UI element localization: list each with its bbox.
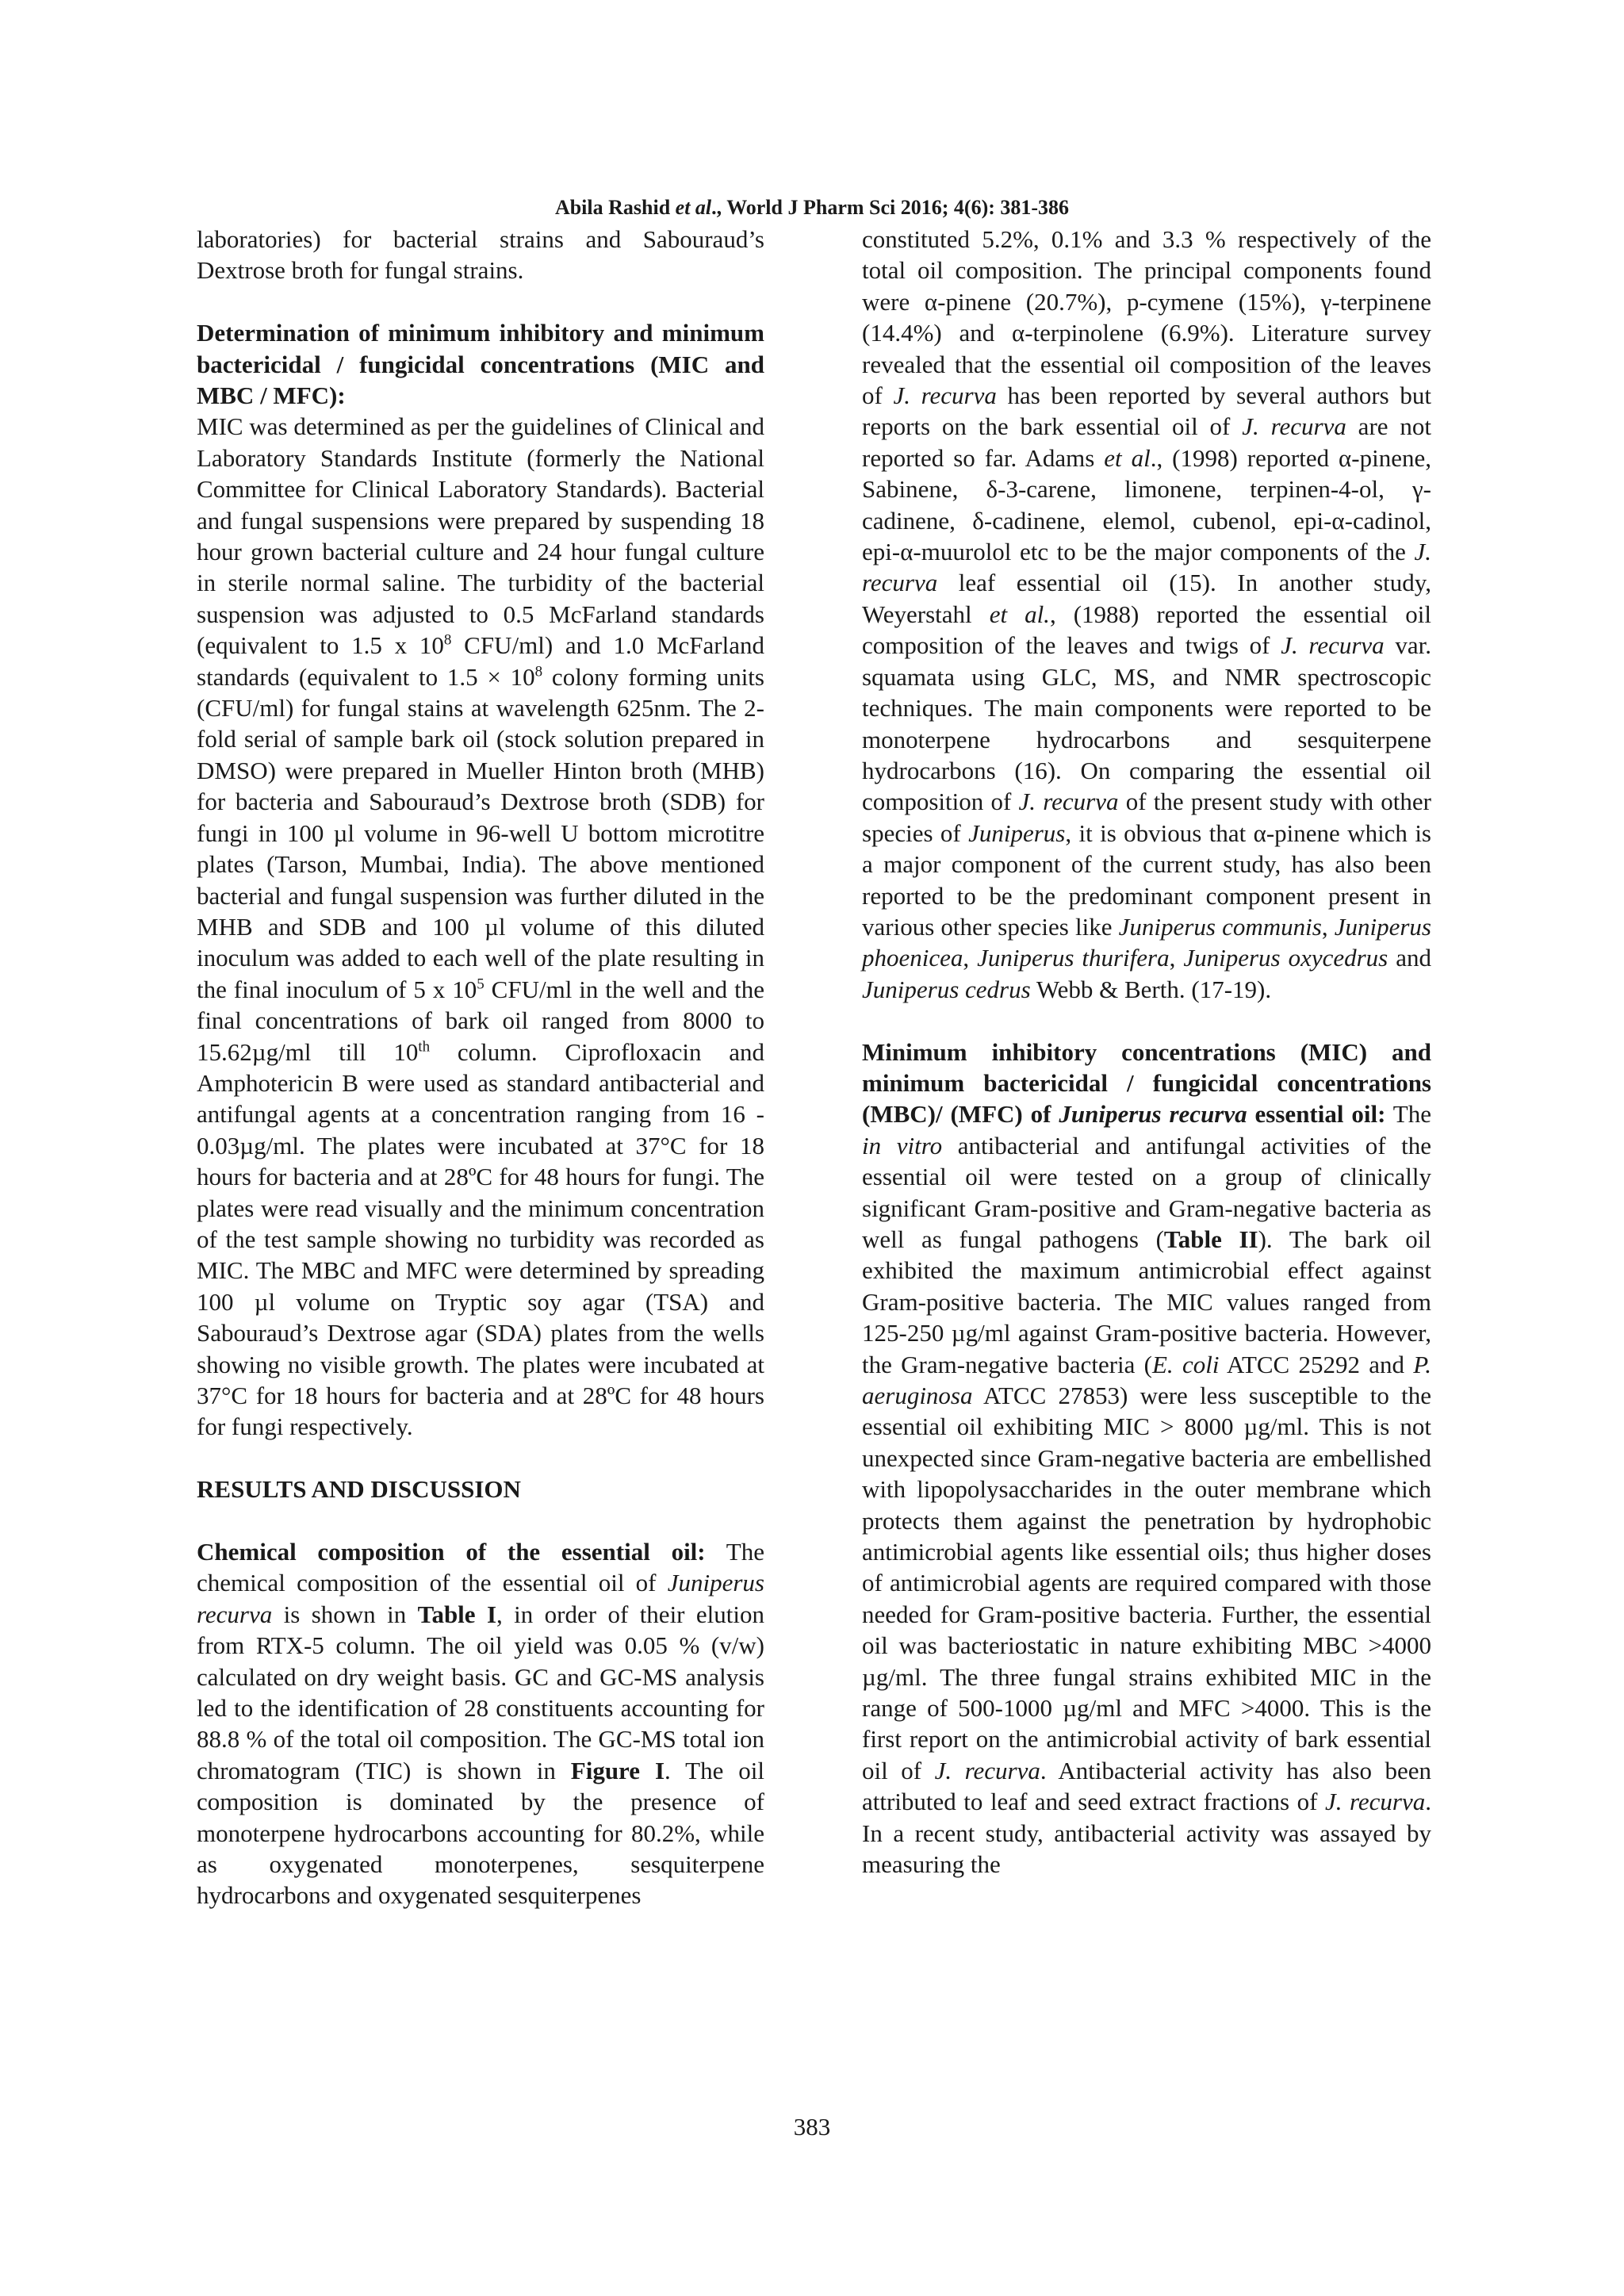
species-name: J. recurva — [862, 538, 1431, 597]
text-run: The — [1385, 1100, 1431, 1129]
species-name: J. recurva — [1242, 412, 1346, 441]
text-run: var. squamata using GLC, MS, and NMR spectroscopic techniques. The main components were reported to be monoterpene hydrocarbons and sesquiterpene hydrocarbons (16). On comparing the essential oil composition of — [862, 631, 1432, 816]
chemical-composition-heading: Chemical composition of the essential oil: — [197, 1538, 706, 1566]
text-run: The chemical composition of the essential oil of — [197, 1538, 764, 1597]
running-header — [0, 195, 1624, 220]
header-citation: ., World J Pharm Sci 2016; 4(6): 381-386 — [711, 196, 1070, 219]
composition-paragraph — [862, 224, 1431, 1005]
text-run: ATCC 27853) were less susceptible to the essential oil exhibiting MIC > 8000 µg/ml. This is not unexpected since Gram-negative bacteria are embellished with lipopolysaccharides in the outer membrane which protects them against the penetration by hydrophobic antimicrobial agents like essential oils; thus higher doses of antimicrobial agents are required compared with those needed for Gram-positive bacteria. Further, the essential oil was bacteriostatic in nature exhibiting MBC >4000 µg/ml. The three fungal strains exhibited MIC in the range of 500-1000 µg/ml and MFC >4000. This is the first report on the antimicrobial activity of bark essential oil of — [862, 1382, 1431, 1784]
mic-method-heading: Determination of minimum inhibitory and minimum bactericidal / fungicidal concentrations (MIC and MBC / MFC): — [197, 319, 764, 410]
text-run: colony forming units (CFU/ml) for fungal stains at wavelength 625nm. The 2-fold serial of sample bark oil (stock solution prepared in DMSO) were prepared in Mueller Hinton broth (MHB) for bacteria and Sabouraud’s Dextrose broth (SDB) for fungi in 100 µl volume in 96-well U bottom microtitre plates (Tarson, Mumbai, India). The above mentioned bacterial and fungal suspension was further diluted in the MHB and SDB and 100 µl volume of this diluted inoculum was added to each well of the plate resulting in the final inoculum of 5 x 10 — [197, 662, 764, 1003]
species-name: Juniperus cedrus — [862, 975, 1031, 1003]
paragraph-continuation: laboratories) for bacterial strains and Sabouraud’s Dextrose broth for fungal strains. — [197, 225, 764, 285]
header-et-al: et al — [675, 196, 712, 219]
mic-results-paragraph — [862, 1037, 1431, 1880]
text-run: ). The bark oil exhibited the maximum antimicrobial effect against Gram-positive bacteria. The MIC values ranged from 125-250 µg/ml against Gram-positive bacteria. However, the Gram-negative bacteria ( — [862, 1225, 1431, 1378]
table-reference: Table I — [417, 1600, 497, 1628]
text-run: of the present study with other species of — [862, 788, 1431, 847]
table-reference: Table II — [1163, 1225, 1258, 1253]
text-run: , (1988) reported the essential oil composition of the leaves and twigs of — [862, 600, 1431, 660]
mic-method-paragraph — [197, 317, 764, 1443]
superscript: th — [418, 1038, 431, 1056]
in-vitro-term: in vitro — [862, 1131, 943, 1159]
text-run: CFU/ml in the well and the final concentrations of bark oil ranged from 8000 to 15.62µg/ml till 10 — [197, 975, 764, 1066]
superscript: 8 — [443, 631, 452, 649]
mic-results-heading — [862, 1038, 1431, 1129]
text-run: is shown in — [272, 1600, 418, 1628]
species-name: Juniperus oxycedrus — [1183, 944, 1388, 972]
header-author: Abila Rashid — [554, 196, 671, 219]
results-heading: RESULTS AND DISCUSSION — [197, 1475, 521, 1504]
species-name: E. coli — [1152, 1350, 1220, 1378]
text-run: constituted 5.2%, 0.1% and 3.3 % respectively of the total oil composition. The principal components found were α-pinene (20.7%), p-cymene (15%), γ-terpinene (14.4%) and α-terpinolene (6.9%). Literature survey revealed that the essential oil composition of the leaves of — [862, 225, 1431, 410]
species-name: Juniperus recurva — [197, 1569, 764, 1628]
figure-reference: Figure I — [570, 1756, 665, 1784]
page-number: 383 — [793, 2113, 831, 2141]
text-run: has been reported by several authors but reports on the bark essential oil of — [862, 381, 1431, 441]
text-run: antibacterial and antifungal activities of the essential oil were tested on a group of clinically significant Gram-positive and Gram-negative bacteria as well as fungal pathogens ( — [862, 1131, 1431, 1253]
species-name: P. aeruginosa — [862, 1350, 1431, 1410]
text-run: ATCC 25292 and — [1219, 1350, 1414, 1378]
text-run: are not reported so far. Adams — [862, 412, 1431, 472]
text-run: Webb & Berth. (17-19). — [1030, 975, 1272, 1003]
text-run: ., (1998) reported α-pinene, Sabinene, δ-3-carene, limonene, terpinen-4-ol, γ-cadinene, δ-cadinene, elemol, cubenol, epi-α-cadinol, epi-α-muurolol etc to be the major components of the — [862, 443, 1431, 566]
text-run: , it is obvious that α-pinene which is a major component of the current study, has also been reported to be the predominant component present in various other species like — [862, 818, 1431, 941]
text-run: leaf essential oil (15). In another study, Weyerstahl — [862, 569, 1431, 628]
et-al: et al. — [989, 600, 1050, 628]
species-name: Juniperus communis — [1118, 912, 1322, 941]
text-run: CFU/ml) and 1.0 McFarland standards (equivalent to 1.5 × 10 — [197, 631, 764, 691]
heading-text: essential oil: — [1247, 1100, 1386, 1129]
species-name: J. recurva — [1018, 788, 1119, 816]
species-name: J. recurva — [1324, 1788, 1426, 1816]
species-name: J. recurva — [1281, 631, 1385, 660]
text-run: MIC was determined as per the guidelines of Clinical and Laboratory Standards Institute (formerly the National Committee for Clinical Laboratory Standards). Bacterial and fungal suspensions were prepared by suspending 18 hour grown bacterial culture and 24 hour fungal culture in sterile normal saline. The turbidity of the bacterial suspension was adjusted to 0.5 McFarland standards (equivalent to 1.5 x 10 — [197, 412, 764, 660]
text-run: . Antibacterial activity has also been attributed to leaf and seed extract fractions of — [862, 1756, 1431, 1816]
text-run: . The oil composition is dominated by the presence of monoterpene hydrocarbons accounting for 80.2%, while as oxygenated monoterpenes, sesquiterpene hydrocarbons and oxygenated sesquiterpenes — [197, 1756, 764, 1910]
text-run: and — [1388, 944, 1431, 972]
text-run: , in order of their elution from RTX-5 column. The oil yield was 0.05 % (v/w) calculated on dry weight basis. GC and GC-MS analysis led to the identification of 28 constituents accounting for 88.8 % of the total oil composition. The GC-MS total ion chromatogram (TIC) is shown in — [197, 1600, 764, 1784]
genus-name: Juniperus — [968, 818, 1066, 847]
text-run: , — [1321, 912, 1335, 941]
species-name: Juniperus recurva — [1059, 1100, 1247, 1129]
et-al: et al — [1104, 443, 1151, 472]
heading-text: Minimum inhibitory concentrations (MIC) and minimum bactericidal / fungicidal concentrations (MBC)/ (MFC) of — [862, 1037, 1431, 1129]
species-name: Juniperus phoenicea — [862, 912, 1431, 972]
species-name: J. recurva — [893, 381, 997, 410]
superscript: 5 — [477, 976, 485, 993]
species-name: Juniperus thurifera — [977, 944, 1170, 972]
right-column — [862, 224, 1431, 1880]
superscript: 8 — [534, 663, 543, 680]
text-run: . In a recent study, antibacterial activity was assayed by measuring the — [862, 1788, 1432, 1879]
left-column — [197, 224, 764, 1911]
chemical-composition-paragraph — [197, 1536, 764, 1911]
text-run: column. Ciprofloxacin and Amphotericin B were used as standard antibacterial and antifungal agents at a concentration ranging from 16 - 0.03µg/ml. The plates were incubated at 37°C for 18 hours for bacteria and at 28ºC for 48 hours for fungi. The plates were read visually and the minimum concentration of the test sample showing no turbidity was recorded as MIC. The MBC and MFC were determined by spreading 100 µl volume on Tryptic soy agar (TSA) and Sabouraud’s Dextrose agar (SDA) plates from the wells showing no visible growth. The plates were incubated at 37°C for 18 hours for bacteria and at 28ºC for 48 hours for fungi respectively. — [197, 1037, 764, 1441]
species-name: J. recurva — [934, 1756, 1040, 1784]
text-run: , — [1169, 944, 1184, 972]
text-run: , — [963, 944, 978, 972]
